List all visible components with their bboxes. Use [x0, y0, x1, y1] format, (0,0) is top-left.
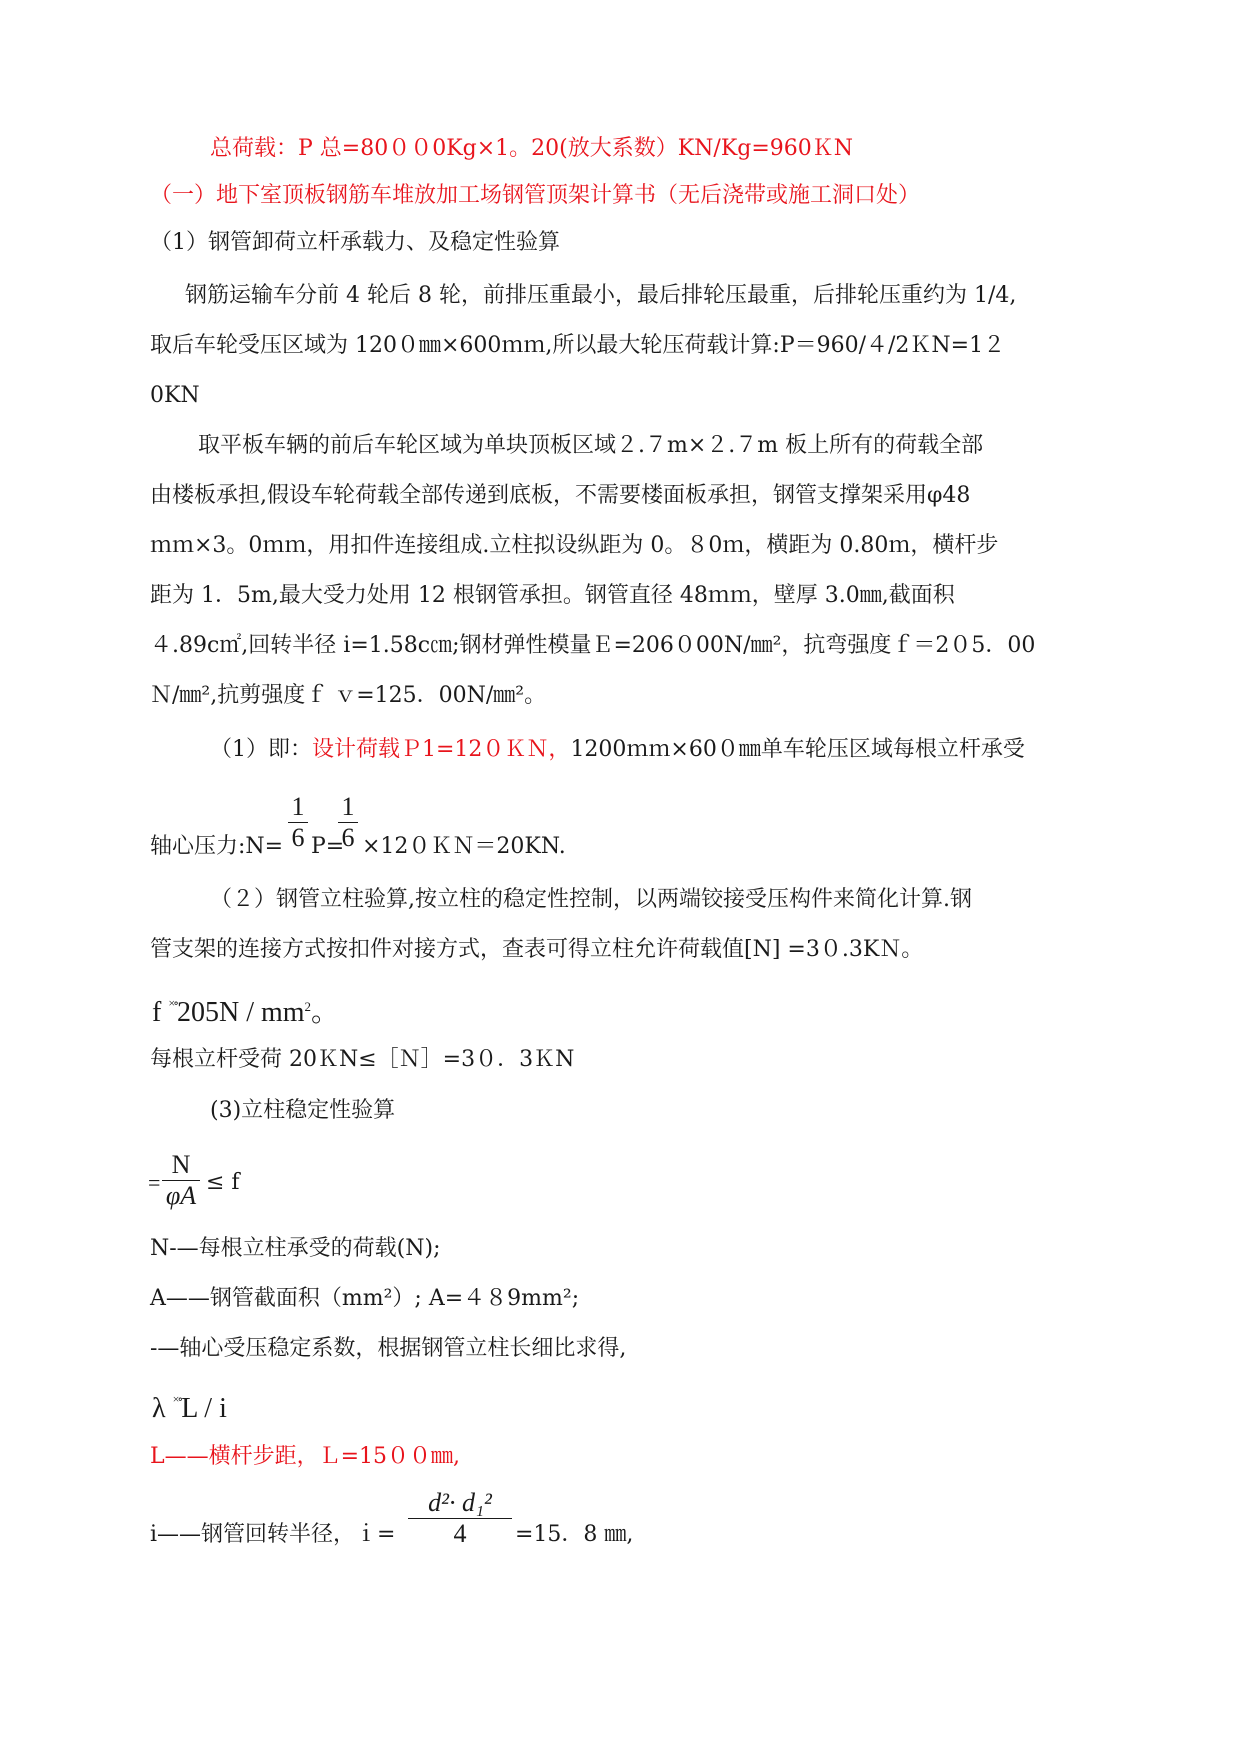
stability-fraction — [162, 1150, 200, 1211]
def-i: i——钢管回转半径，ｉ= — [150, 1522, 396, 1547]
fraction-one-sixth-a — [288, 792, 308, 853]
radius-result: =15．8 ㎜, — [515, 1522, 634, 1547]
radius-fraction — [408, 1488, 512, 1549]
slenderness-formula — [152, 1384, 227, 1424]
stability-numerator: N — [171, 1150, 191, 1179]
para2-line2: 由楼板承担,假设车轮荷载全部传递到底板，不需要楼面板承担，钢管支撑架采用φ48 — [150, 483, 971, 508]
stability-denominator: φA — [165, 1181, 197, 1210]
def-n: N-—每根立柱承受的荷载(N); — [150, 1236, 441, 1261]
para3-line2: 管支架的连接方式按扣件对接方式，查表可得立柱允许荷载值[N] =3０.3KＮ。 — [150, 937, 924, 962]
para3-line1: （２）钢管立柱验算,按立柱的稳定性控制，以两端铰接受压构件来简化计算.钢 — [210, 887, 972, 912]
fraction-denominator: 6 — [341, 823, 355, 852]
para2-line3: ｍｍ×3。0ｍｍ，用扣件连接组成.立柱拟设纵距为 0。８0ｍ，横距为 0.80ｍ，横杆步 — [150, 533, 999, 558]
fraction-one-sixth-b — [338, 792, 358, 853]
section-heading: （一）地下室顶板钢筋车堆放加工场钢管顶架计算书（无后浇带或施工洞口处） — [150, 183, 921, 208]
para1-line3: 0KN — [150, 383, 200, 408]
para2-line1: 取平板车辆的前后车轮区域为单块顶板区域２.７m×２.７m 板上所有的荷载全部 — [198, 433, 984, 458]
def-phi: -—轴心受压稳定系数，根据钢管立柱长细比求得, — [150, 1336, 627, 1361]
radius-denominator: 4 — [453, 1519, 467, 1548]
strength-symbol: f — [152, 997, 162, 1028]
para1-line2: 取后车轮受压区域为 120０㎜×600ｍｍ,所以最大轮压荷载计算:P＝960/４/2ＫN=1２ — [150, 333, 1006, 358]
stability-heading: (3)立柱稳定性验算 — [210, 1098, 396, 1123]
radius-numerator: d²· d₁² — [428, 1488, 492, 1517]
para1-line1: 钢筋运输车分前 4 轮后 8 轮，前排压重最小，最后排轮压最重，后排轮压重约为 1/4, — [185, 283, 1017, 308]
strength-exponent: 2 — [304, 999, 312, 1014]
axial-force-label: 轴心压力:N= — [150, 834, 284, 859]
stability-formula-rhs: ≤ f — [206, 1170, 240, 1195]
lambda-symbol: λ — [152, 1393, 166, 1424]
fraction-numerator: 1 — [341, 792, 355, 821]
symbol-placeholder: ×∘ — [172, 1392, 182, 1406]
design-load-prefix: （1）即： — [210, 737, 312, 762]
total-load-line: 总荷载：P 总=80００0Kg×1。20(放大系数）KN/Kg=960ＫN — [210, 136, 854, 161]
subsection-heading: （1）钢管卸荷立杆承载力、及稳定性验算 — [150, 230, 560, 255]
def-a: A——钢管截面积（mm²）; A=４８9mm²; — [150, 1286, 580, 1311]
axial-force-p: P= — [311, 834, 345, 859]
para2-line5: ４.89c㎡,回转半径 i=1.58c㎝;钢材弹性模量Ｅ=206０00N/㎜²，抗弯强度ｆ＝2０5．00 — [150, 633, 1036, 658]
strength-value: 205N / mm — [176, 997, 305, 1028]
slenderness-ratio: L / i — [181, 1393, 227, 1424]
symbol-placeholder: ×∘ — [168, 996, 177, 1010]
stability-formula-eq: = — [148, 1170, 161, 1195]
fraction-denominator: 6 — [291, 823, 305, 852]
load-check-line: 每根立杆受荷 20ＫN≤［Ｎ］=3０．3ＫN — [150, 1047, 575, 1072]
para2-line6: Ｎ/㎜²,抗剪强度ｆ ｖ=125．00N/㎜²。 — [150, 683, 547, 708]
design-load-value: 设计荷载Ｐ1=12０ＫＮ， — [312, 737, 571, 762]
strength-end: 。 — [311, 997, 340, 1028]
para2-line4: 距为 1．5m,最大受力处用 12 根钢管承担。钢管直径 48ｍｍ，壁厚 3.0㎜,截面积 — [150, 583, 955, 608]
design-load-line — [210, 735, 1025, 765]
axial-force-result: ×12０ＫＮ＝20KN. — [362, 834, 566, 859]
fraction-numerator: 1 — [291, 792, 305, 821]
def-l: L——横杆步距，Ｌ=15００㎜, — [150, 1444, 461, 1469]
design-load-suffix: 1200ｍｍ×60０㎜单车轮压区域每根立杆承受 — [570, 737, 1025, 762]
strength-formula — [152, 988, 339, 1028]
